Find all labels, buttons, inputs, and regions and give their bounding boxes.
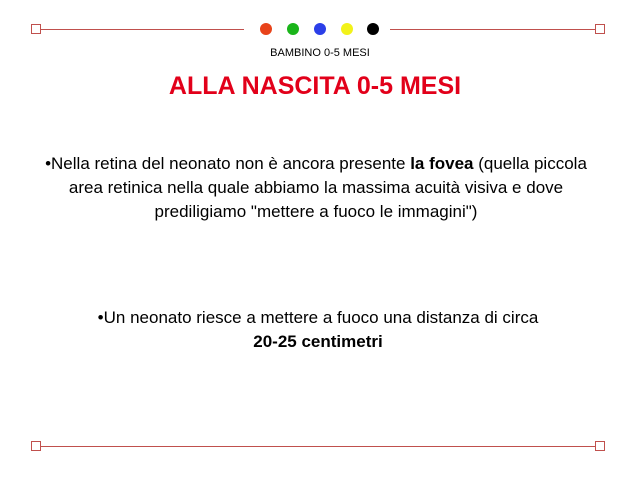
- top-right-rule: [390, 29, 595, 30]
- top-right-corner-square: [595, 24, 605, 34]
- blue-dot: [314, 23, 326, 35]
- bullet-bold-term: la fovea: [410, 154, 474, 173]
- slide-title: ALLA NASCITA 0-5 MESI: [168, 72, 462, 100]
- bullet-bold-distance: 20-25 centimetri: [253, 332, 383, 351]
- bottom-left-corner-square: [31, 441, 41, 451]
- red-dot: [260, 23, 272, 35]
- black-dot: [367, 23, 379, 35]
- bullet-fovea: [36, 152, 596, 224]
- color-dots: [252, 23, 382, 37]
- bullet-focus-distance: [24, 306, 612, 354]
- bottom-rule: [41, 446, 595, 447]
- bullet-text-end: (quella piccola area retinica nella quale abbiamo la massima acuità visiva e dove prediligiamo "mettere a fuoco le immagini"): [68, 154, 587, 221]
- slide-subtitle: BAMBINO 0-5 MESI: [270, 47, 370, 59]
- bullet-text-start: Un neonato riesce a mettere a fuoco una distanza di circa: [103, 308, 539, 327]
- bottom-right-corner-square: [595, 441, 605, 451]
- top-left-corner-square: [31, 24, 41, 34]
- yellow-dot: [341, 23, 353, 35]
- green-dot: [287, 23, 299, 35]
- bullet-marker: •: [45, 154, 52, 173]
- bullet-text-start: Nella retina del neonato non è ancora presente: [51, 154, 411, 173]
- bullet-marker: •: [97, 308, 104, 327]
- top-left-rule: [41, 29, 244, 30]
